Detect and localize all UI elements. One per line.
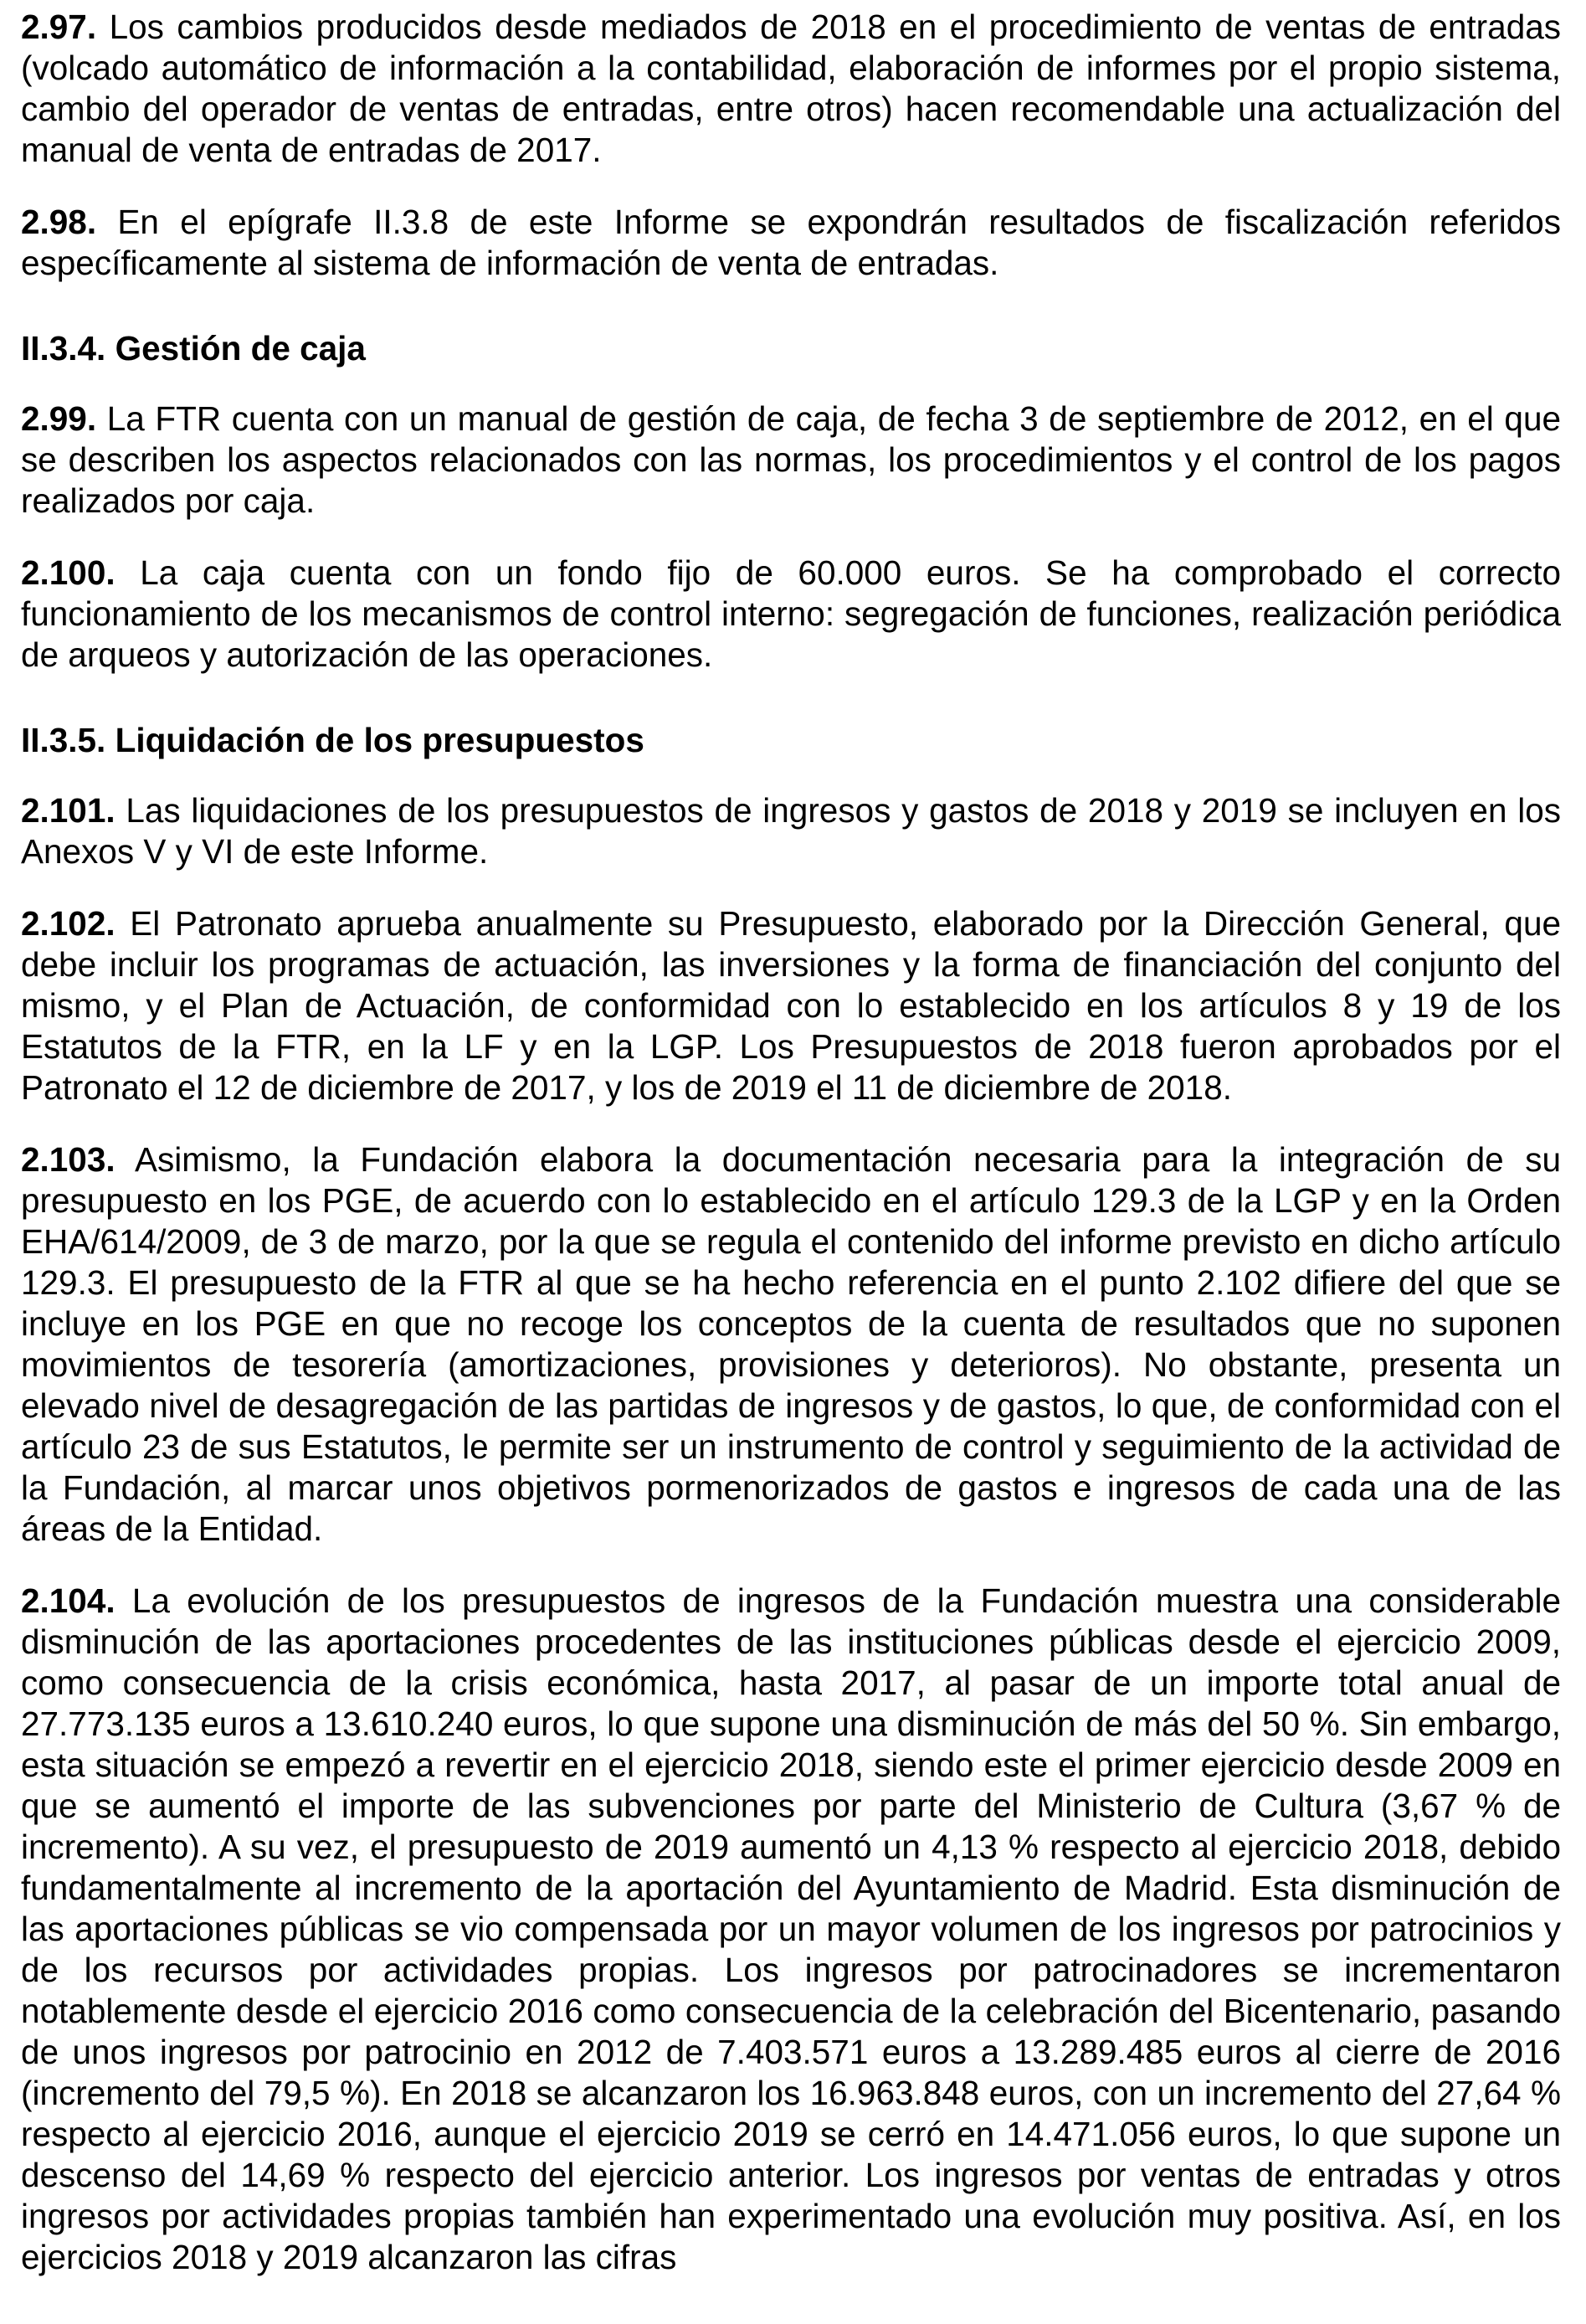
paragraph-2-100 bbox=[21, 553, 1561, 676]
section-title: Liquidación de los presupuestos bbox=[115, 721, 644, 759]
paragraph-number: 2.99. bbox=[21, 399, 97, 438]
paragraph-number: 2.97. bbox=[21, 8, 97, 46]
paragraph-2-98 bbox=[21, 202, 1561, 284]
paragraph-number: 2.100. bbox=[21, 553, 115, 592]
paragraph-number: 2.101. bbox=[21, 791, 115, 830]
paragraph-text: La FTR cuenta con un manual de gestión de caja, de fecha 3 de septiembre de 2012, en el que se describen los aspectos relacionados con las normas, los procedimientos y el control de los pagos realizados por caja. bbox=[21, 399, 1561, 520]
paragraph-text: Asimismo, la Fundación elabora la documentación necesaria para la integración de su presupuesto en los PGE, de acuerdo con lo establecido en el artículo 129.3 de la LGP y en la Orden EHA/614/2009, de 3 de marzo, por la que se regula el contenido del informe previsto en dicho artículo 129.3. El presupuesto de la FTR al que se ha hecho referencia en el punto 2.102 difiere del que se incluye en los PGE en que no recoge los conceptos de la cuenta de resultados que no suponen movimientos de tesorería (amortizaciones, provisiones y deterioros). No obstante, presenta un elevado nivel de desagregación de las partidas de ingresos y de gastos, lo que, de conformidad con el artículo 23 de sus Estatutos, le permite ser un instrumento de control y seguimiento de la actividad de la Fundación, al marcar unos objetivos pormenorizados de gastos e ingresos de cada una de las áreas de la Entidad. bbox=[21, 1140, 1561, 1548]
paragraph-number: 2.102. bbox=[21, 904, 115, 943]
paragraph-text: Las liquidaciones de los presupuestos de ingresos y gastos de 2018 y 2019 se incluyen en los Anexos V y VI de este Informe. bbox=[21, 791, 1561, 871]
paragraph-text: Los cambios producidos desde mediados de 2018 en el procedimiento de ventas de entradas (volcado automático de información a la contabilidad, elaboración de informes por el propio sistema, cambio del operador de ventas de entradas, entre otros) hacen recomendable una actualización del manual de venta de entradas de 2017. bbox=[21, 8, 1561, 169]
section-heading-cash-management bbox=[21, 328, 1561, 369]
paragraph-2-103 bbox=[21, 1139, 1561, 1550]
paragraph-text: La evolución de los presupuestos de ingresos de la Fundación muestra una considerable disminución de las aportaciones procedentes de las instituciones públicas desde el ejercicio 2009, como consecuencia de la crisis económica, hasta 2017, al pasar de un importe total anual de 27.773.135 euros a 13.610.240 euros, lo que supone una disminución de más del 50 %. Sin embargo, esta situación se empezó a revertir en el ejercicio 2018, siendo este el primer ejercicio desde 2009 en que se aumentó el importe de las subvenciones por parte del Ministerio de Cultura (3,67 % de incremento). A su vez, el presupuesto de 2019 aumentó un 4,13 % respecto al ejercicio 2018, debido fundamentalmente al incremento de la aportación del Ayuntamiento de Madrid. Esta disminución de las aportaciones públicas se vio compensada por un mayor volumen de los ingresos por patrocinios y de los recursos por actividades propias. Los ingresos por patrocinadores se incrementaron notablemente desde el ejercicio 2016 como consecuencia de la celebración del Bicentenario, pasando de unos ingresos por patrocinio en 2012 de 7.403.571 euros a 13.289.485 euros al cierre de 2016 (incremento del 79,5 %). En 2018 se alcanzaron los 16.963.848 euros, con un incremento del 27,64 % respecto al ejercicio 2016, aunque el ejercicio 2019 se cerró en 14.471.056 euros, lo que supone un descenso del 14,69 % respecto del ejercicio anterior. Los ingresos por ventas de entradas y otros ingresos por actividades propias también han experimentado una evolución muy positiva. Así, en los ejercicios 2018 y 2019 alcanzaron las cifras bbox=[21, 1581, 1561, 2276]
paragraph-text: La caja cuenta con un fondo fijo de 60.000 euros. Se ha comprobado el correcto funcionamiento de los mecanismos de control interno: segregación de funciones, realización periódica de arqueos y autorización de las operaciones. bbox=[21, 553, 1561, 674]
paragraph-number: 2.98. bbox=[21, 203, 97, 241]
paragraph-2-101 bbox=[21, 790, 1561, 872]
paragraph-text: En el epígrafe II.3.8 de este Informe se expondrán resultados de fiscalización referidos específicamente al sistema de información de venta de entradas. bbox=[21, 203, 1561, 282]
section-heading-budget-settlement bbox=[21, 720, 1561, 761]
paragraph-text: El Patronato aprueba anualmente su Presupuesto, elaborado por la Dirección General, que debe incluir los programas de actuación, las inversiones y la forma de financiación del conjunto del mismo, y el Plan de Actuación, de conformidad con lo establecido en los artículos 8 y 19 de los Estatutos de la FTR, en la LF y en la LGP. Los Presupuestos de 2018 fueron aprobados por el Patronato el 12 de diciembre de 2017, y los de 2019 el 11 de diciembre de 2018. bbox=[21, 904, 1561, 1107]
paragraph-2-97 bbox=[21, 7, 1561, 171]
paragraph-2-102 bbox=[21, 903, 1561, 1108]
paragraph-number: 2.103. bbox=[21, 1140, 115, 1179]
document-body bbox=[21, 7, 1561, 2309]
section-number: II.3.4. bbox=[21, 329, 106, 368]
section-title: Gestión de caja bbox=[115, 329, 366, 368]
paragraph-number: 2.104. bbox=[21, 1581, 115, 1620]
section-number: II.3.5. bbox=[21, 721, 106, 759]
paragraph-2-104 bbox=[21, 1581, 1561, 2278]
paragraph-2-99 bbox=[21, 398, 1561, 522]
